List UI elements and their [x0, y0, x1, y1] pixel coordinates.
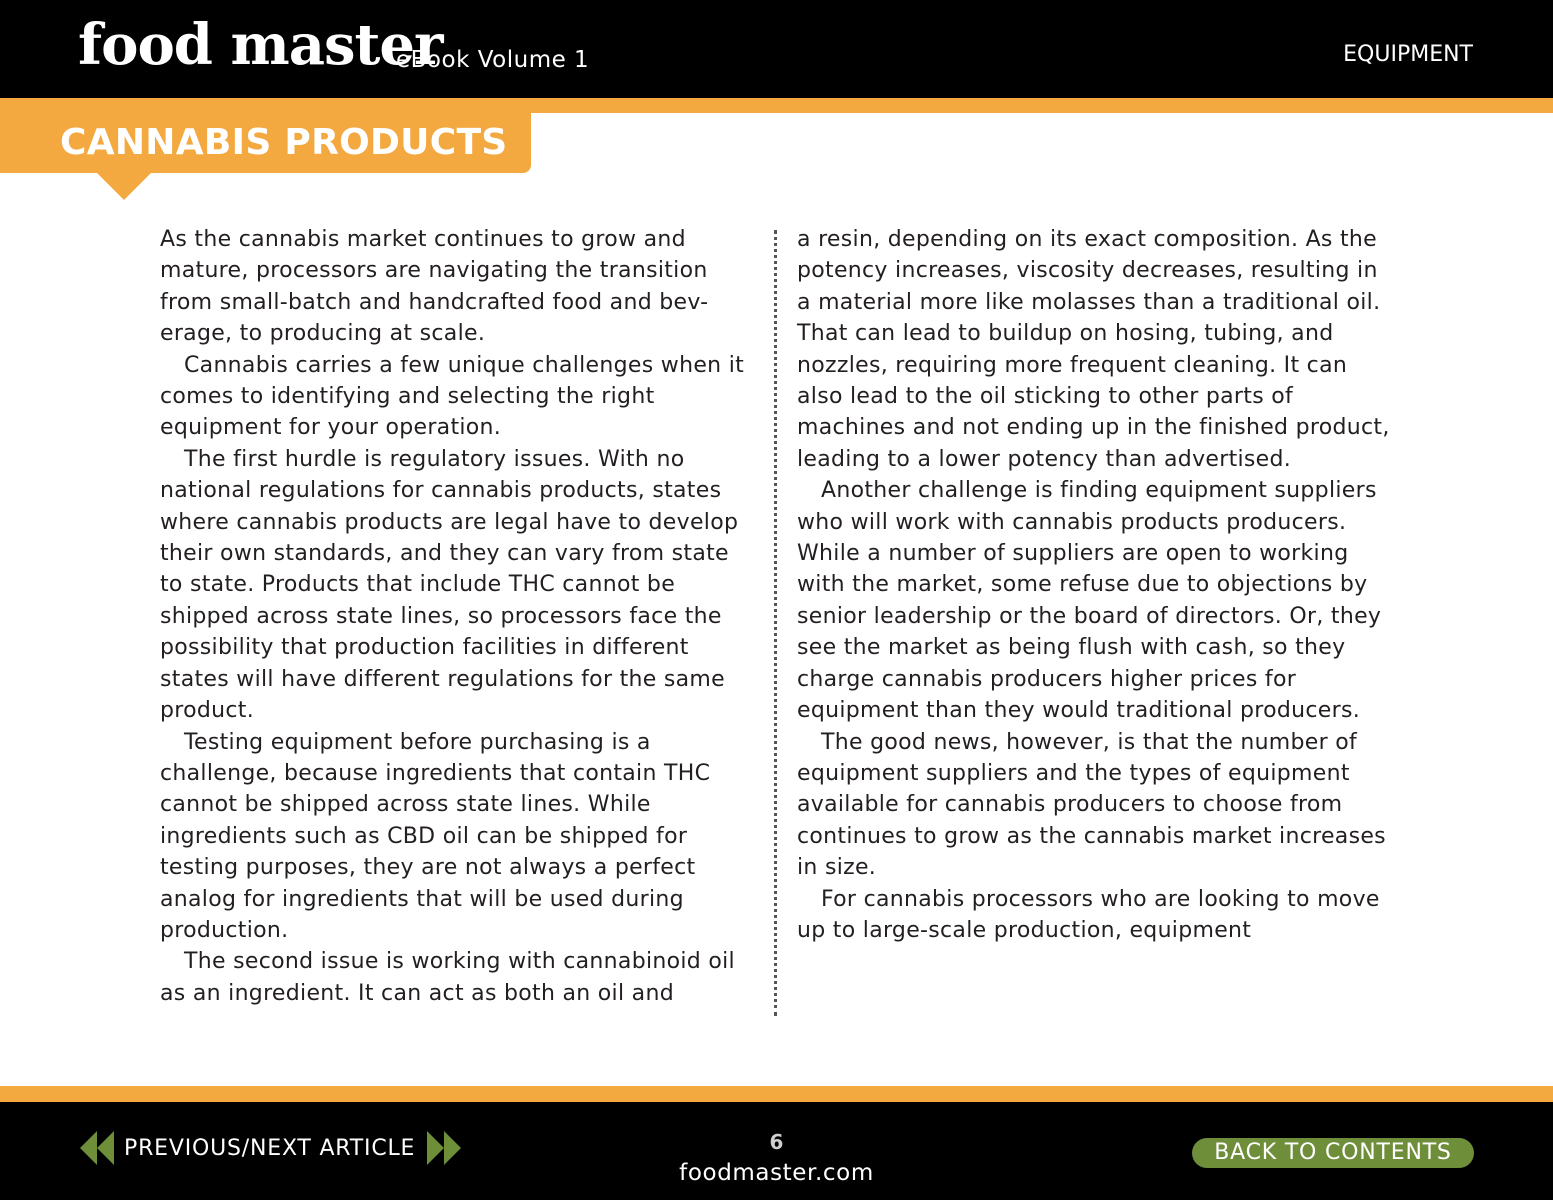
page-footer [0, 1102, 1553, 1200]
title-pointer [96, 172, 152, 200]
left-column [160, 224, 750, 1009]
section-label: EQUIPMENT [1343, 42, 1473, 67]
paragraph: The good news, however, is that the number of equipment suppliers and the types of equipment available for cannabis producers to choose from continues to grow as the cannabis market increases in size. [797, 729, 1386, 881]
ebook-volume: eBook Volume 1 [396, 47, 590, 73]
paragraph: As the cannabis market continues to grow and mature, processors are navigating the transition from small-batch and handcrafted food and bev-erage, to producing at scale. [160, 227, 709, 347]
previous-next-article-link[interactable]: PREVIOUS/NEXT ARTICLE [124, 1135, 416, 1161]
paragraph: Another challenge is finding equipment suppliers who will work with cannabis products producers. While a number of suppliers are open to working with the market, some refuse due to objections by senior leadership or the board of directors. Or, they see the market as being flush with cash, so they charge cannabis producers higher prices for equipment than they would traditional producers. [797, 478, 1382, 724]
article-title-banner [0, 113, 531, 173]
page-header [0, 0, 1553, 98]
page-number: 6 [769, 1130, 784, 1154]
bottom-accent-stripe [0, 1086, 1553, 1102]
article-title: CANNABIS PRODUCTS [60, 122, 508, 163]
paragraph: Testing equipment before purchasing is a challenge, because ingredients that contain THC cannot be shipped across state lines. While ingredients such as CBD oil can be shipped for testing purposes, they are not always a perfect analog for ingredients that will be used during production. [160, 729, 711, 943]
paragraph: For cannabis processors who are looking to move up to large-scale production, equipment [797, 886, 1380, 943]
paragraph: The second issue is working with cannabinoid oil as an ingredient. It can act as both an oil and [160, 949, 735, 1006]
site-url[interactable]: foodmaster.com [679, 1160, 874, 1186]
paragraph: a resin, depending on its exact composition. As the potency increases, viscosity decreases, resulting in a material more like molasses than a traditional oil. That can lead to buildup on hosing, tubing, and nozzles, requiring more frequent cleaning. It can also lead to the oil sticking to other parts of machines and not ending up in the finished product, leading to a lower potency than advertised. [797, 227, 1390, 472]
paragraph: Cannabis carries a few unique challenges when it comes to identifying and selecting the right equipment for your operation. [160, 352, 745, 441]
top-accent-stripe [0, 98, 1553, 113]
column-divider [774, 230, 777, 1016]
back-to-contents-button[interactable]: BACK TO CONTENTS [1192, 1138, 1474, 1168]
right-column [797, 224, 1397, 946]
brand-logo: food master [78, 12, 443, 78]
paragraph: The first hurdle is regulatory issues. With no national regulations for cannabis products, states where cannabis products are legal have to develop their own standards, and they can vary from state to state. Products that include THC cannot be shipped across state lines, so processors face the possibility that production facilities in different states will have different regulations for the same product. [160, 446, 739, 724]
